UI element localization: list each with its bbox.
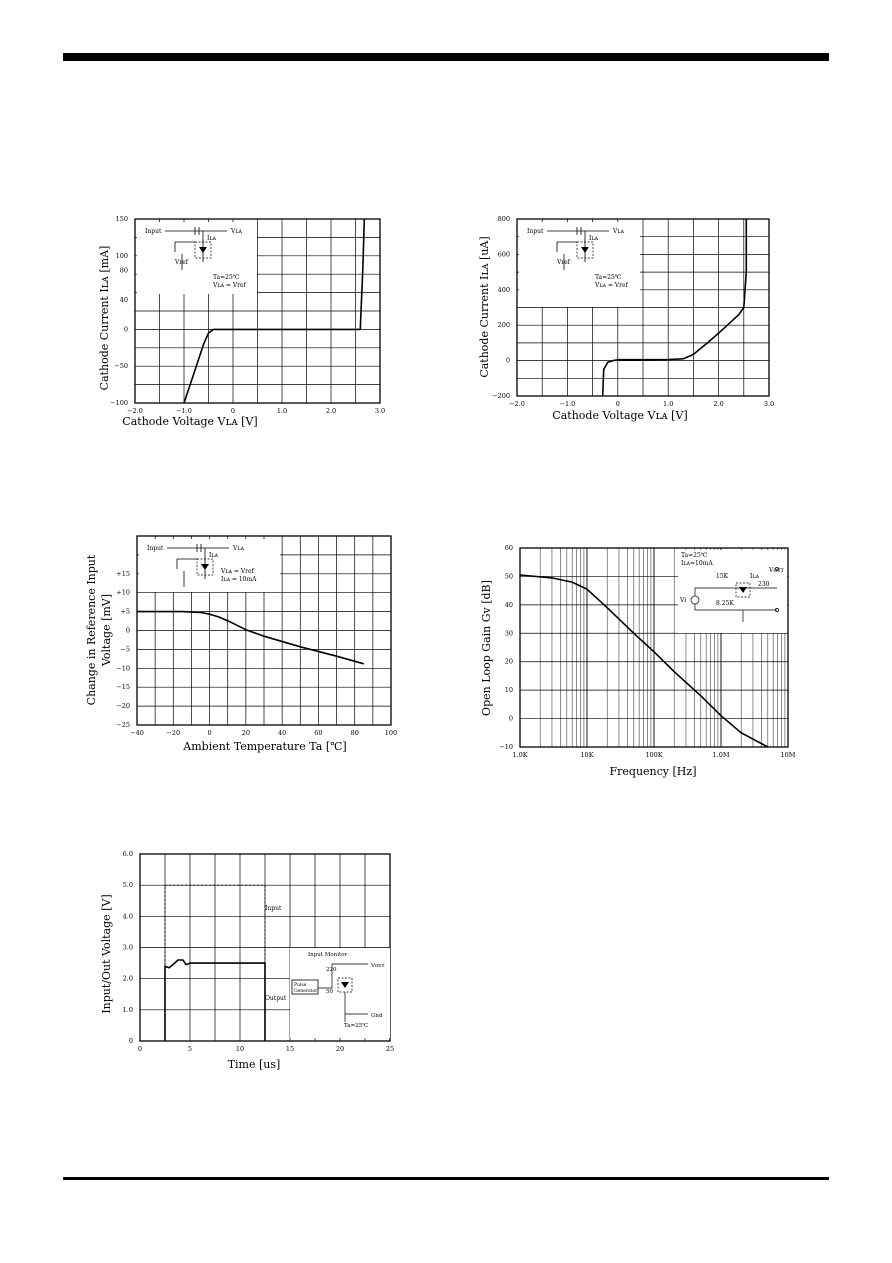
y-tick-label: −200 — [492, 392, 510, 400]
series-line-1 — [137, 612, 364, 664]
inset-label: 15K — [716, 573, 729, 580]
y-tick-label: −100 — [110, 399, 128, 407]
x-tick-label: 100K — [645, 751, 663, 759]
inset-label: Vᴏᴜᴛ — [371, 963, 385, 969]
y-tick-label: 50 — [504, 572, 513, 581]
inset-label: Ta=25℃ — [344, 1023, 369, 1029]
y-tick-label: 2.0 — [122, 974, 133, 983]
y-tick-label: +5 — [120, 607, 130, 616]
y-axis-label: Open Loop Gain Gv [dB] — [480, 580, 493, 716]
x-tick-label: 10K — [580, 751, 594, 759]
x-tick-label: 0 — [615, 400, 620, 408]
y-tick-label: +10 — [116, 588, 130, 597]
y-tick-label: −50 — [114, 362, 128, 371]
test-circuit-inset — [139, 539, 280, 592]
x-tick-label: 25 — [385, 1045, 395, 1053]
inset-label: Vᴏᴜᴛ — [769, 567, 784, 574]
y-tick-label: 0 — [508, 714, 513, 723]
x-tick-labels — [138, 1045, 394, 1053]
inset-label: Iʟᴀ=10mA — [681, 560, 713, 567]
y-tick-label: 150 — [115, 215, 128, 223]
x-tick-label: 20 — [241, 729, 250, 737]
x-axis-label: Cathode Voltage Vʟᴀ [V] — [552, 409, 688, 422]
y-axis-label: Change in Reference Input — [85, 554, 98, 706]
inset-label: Vi — [680, 597, 687, 604]
inset-label: Input — [147, 545, 164, 552]
y-tick-label: −25 — [116, 721, 130, 729]
chart-3 — [85, 536, 397, 753]
x-tick-labels — [509, 400, 774, 408]
x-axis-label: Ambient Temperature Ta [℃] — [183, 740, 347, 753]
test-circuit-inset — [678, 550, 787, 633]
inset-label: 50 — [326, 989, 333, 995]
inset-label: 220 — [326, 967, 337, 973]
inset-label: Input Monitor — [308, 952, 348, 958]
x-tick-label: 1.0 — [663, 400, 674, 408]
x-tick-label: −40 — [130, 729, 144, 737]
inset-label: Vref — [557, 259, 570, 266]
x-tick-labels — [512, 751, 795, 759]
chart-1 — [98, 215, 385, 428]
inset-label: 8.25K — [716, 600, 734, 607]
inset-label: Iʟᴀ — [589, 235, 599, 242]
x-tick-label: −1.0 — [176, 407, 192, 415]
x-tick-label: 10 — [235, 1045, 245, 1053]
y-tick-label: 10 — [504, 686, 513, 695]
inset-label: 230 — [758, 581, 770, 588]
y-tick-label: +15 — [116, 569, 130, 578]
y-tick-label: 30 — [504, 629, 513, 638]
y-tick-label: −5 — [120, 645, 130, 654]
x-tick-labels — [130, 729, 397, 737]
y-tick-label: −10 — [499, 743, 513, 751]
y-tick-label: 4.0 — [122, 912, 133, 921]
y-tick-label: 5.0 — [122, 881, 133, 890]
inset-label: Vʟᴀ = Vref — [221, 568, 254, 575]
x-tick-label: 15 — [285, 1045, 295, 1053]
y-tick-labels — [499, 544, 513, 751]
y-tick-label: 40 — [119, 295, 128, 304]
x-axis-label: Time [us] — [227, 1058, 281, 1071]
x-tick-label: 1.0 — [276, 407, 288, 415]
y-tick-label: −10 — [116, 664, 130, 673]
y-tick-label: 600 — [497, 250, 510, 259]
y-tick-label: −15 — [116, 683, 130, 692]
y-tick-label: 0 — [128, 1037, 133, 1045]
y-tick-labels — [123, 850, 133, 1045]
y-tick-label: 20 — [504, 657, 513, 666]
y-tick-label: 0 — [505, 356, 510, 365]
x-tick-label: 40 — [278, 729, 287, 737]
x-tick-label: 3.0 — [374, 407, 386, 415]
y-tick-label: 0 — [123, 325, 128, 334]
x-tick-label: −2.0 — [127, 407, 143, 415]
chart-4 — [480, 544, 796, 778]
chart-2 — [478, 215, 774, 422]
inset-label: Ta=25℃ — [595, 274, 622, 281]
x-tick-label: 2.0 — [713, 400, 724, 408]
y-tick-labels — [492, 215, 510, 400]
inset-label: Iʟᴀ = 10mA — [221, 576, 257, 583]
series-annotation: Input — [265, 905, 282, 912]
chart-5 — [100, 850, 394, 1071]
inset-label: Ta=25℃ — [681, 552, 708, 559]
inset-label: Ta=25℃ — [213, 274, 240, 281]
test-circuit-inset — [137, 222, 257, 294]
y-tick-label: 6.0 — [122, 850, 133, 858]
x-tick-label: 0 — [207, 729, 212, 737]
inset-label: Input — [527, 228, 544, 235]
y-tick-labels — [116, 570, 130, 729]
x-tick-label: 2.0 — [325, 407, 337, 415]
y-tick-label: 400 — [497, 285, 510, 294]
x-tick-label: 10M — [780, 751, 796, 759]
x-tick-label: 80 — [350, 729, 359, 737]
inset-label: Vʟᴀ = Vref — [213, 282, 246, 289]
test-circuit-inset — [290, 948, 390, 1038]
y-tick-label: 100 — [115, 251, 128, 260]
inset-label: Iʟᴀ — [209, 552, 219, 559]
inset-label: Generator — [294, 989, 318, 994]
x-tick-label: 20 — [335, 1045, 345, 1053]
x-tick-label: 100 — [384, 729, 398, 737]
x-tick-label: 1.0K — [512, 751, 528, 759]
y-axis-label: Cathode Current Iʟᴀ [mA] — [98, 245, 111, 391]
x-tick-label: −2.0 — [509, 400, 525, 408]
x-tick-label: 0 — [230, 407, 236, 415]
y-tick-label: 3.0 — [122, 943, 133, 952]
inset-label: Vʟᴀ — [613, 228, 624, 235]
y-tick-label: 200 — [497, 321, 510, 330]
y-tick-label: 0 — [125, 626, 130, 635]
inset-label: Input — [145, 228, 162, 235]
x-tick-label: 3.0 — [763, 400, 775, 408]
y-tick-label: 40 — [504, 600, 513, 609]
inset-label: Pulse — [294, 983, 307, 988]
test-circuit-inset — [519, 222, 640, 307]
inset-label: Vref — [175, 259, 188, 266]
y-tick-label: −20 — [116, 702, 130, 711]
inset-label: Vʟᴀ — [233, 545, 244, 552]
y-tick-label: 60 — [504, 544, 513, 552]
x-tick-label: 1.0M — [712, 751, 730, 759]
y-tick-label: 800 — [497, 215, 510, 223]
x-tick-labels — [127, 407, 385, 415]
y-tick-label: 80 — [119, 266, 128, 275]
inset-label: Iʟᴀ — [750, 573, 760, 580]
y-axis-label: Cathode Current Iʟᴀ [uA] — [478, 236, 491, 378]
series-annotation: Output — [265, 995, 287, 1002]
y-axis-label: Input/Out Voltage [V] — [100, 894, 113, 1014]
x-tick-label: −20 — [166, 729, 181, 737]
x-tick-label: −1.0 — [559, 400, 576, 408]
inset-label: Vʟᴀ — [231, 228, 242, 235]
x-axis-label: Cathode Voltage Vʟᴀ [V] — [122, 415, 258, 428]
x-tick-label: 60 — [314, 729, 323, 737]
y-tick-label: 1.0 — [122, 1005, 133, 1014]
inset-label: Gnd — [371, 1013, 383, 1019]
inset-label: Iʟᴀ — [207, 235, 217, 242]
y-axis-label: Voltage [mV] — [100, 593, 113, 667]
y-tick-labels — [110, 215, 128, 407]
inset-label: Vʟᴀ = Vref — [595, 282, 628, 289]
x-axis-label: Frequency [Hz] — [609, 765, 697, 778]
x-tick-label: 5 — [187, 1045, 193, 1053]
x-tick-label: 0 — [137, 1045, 143, 1053]
